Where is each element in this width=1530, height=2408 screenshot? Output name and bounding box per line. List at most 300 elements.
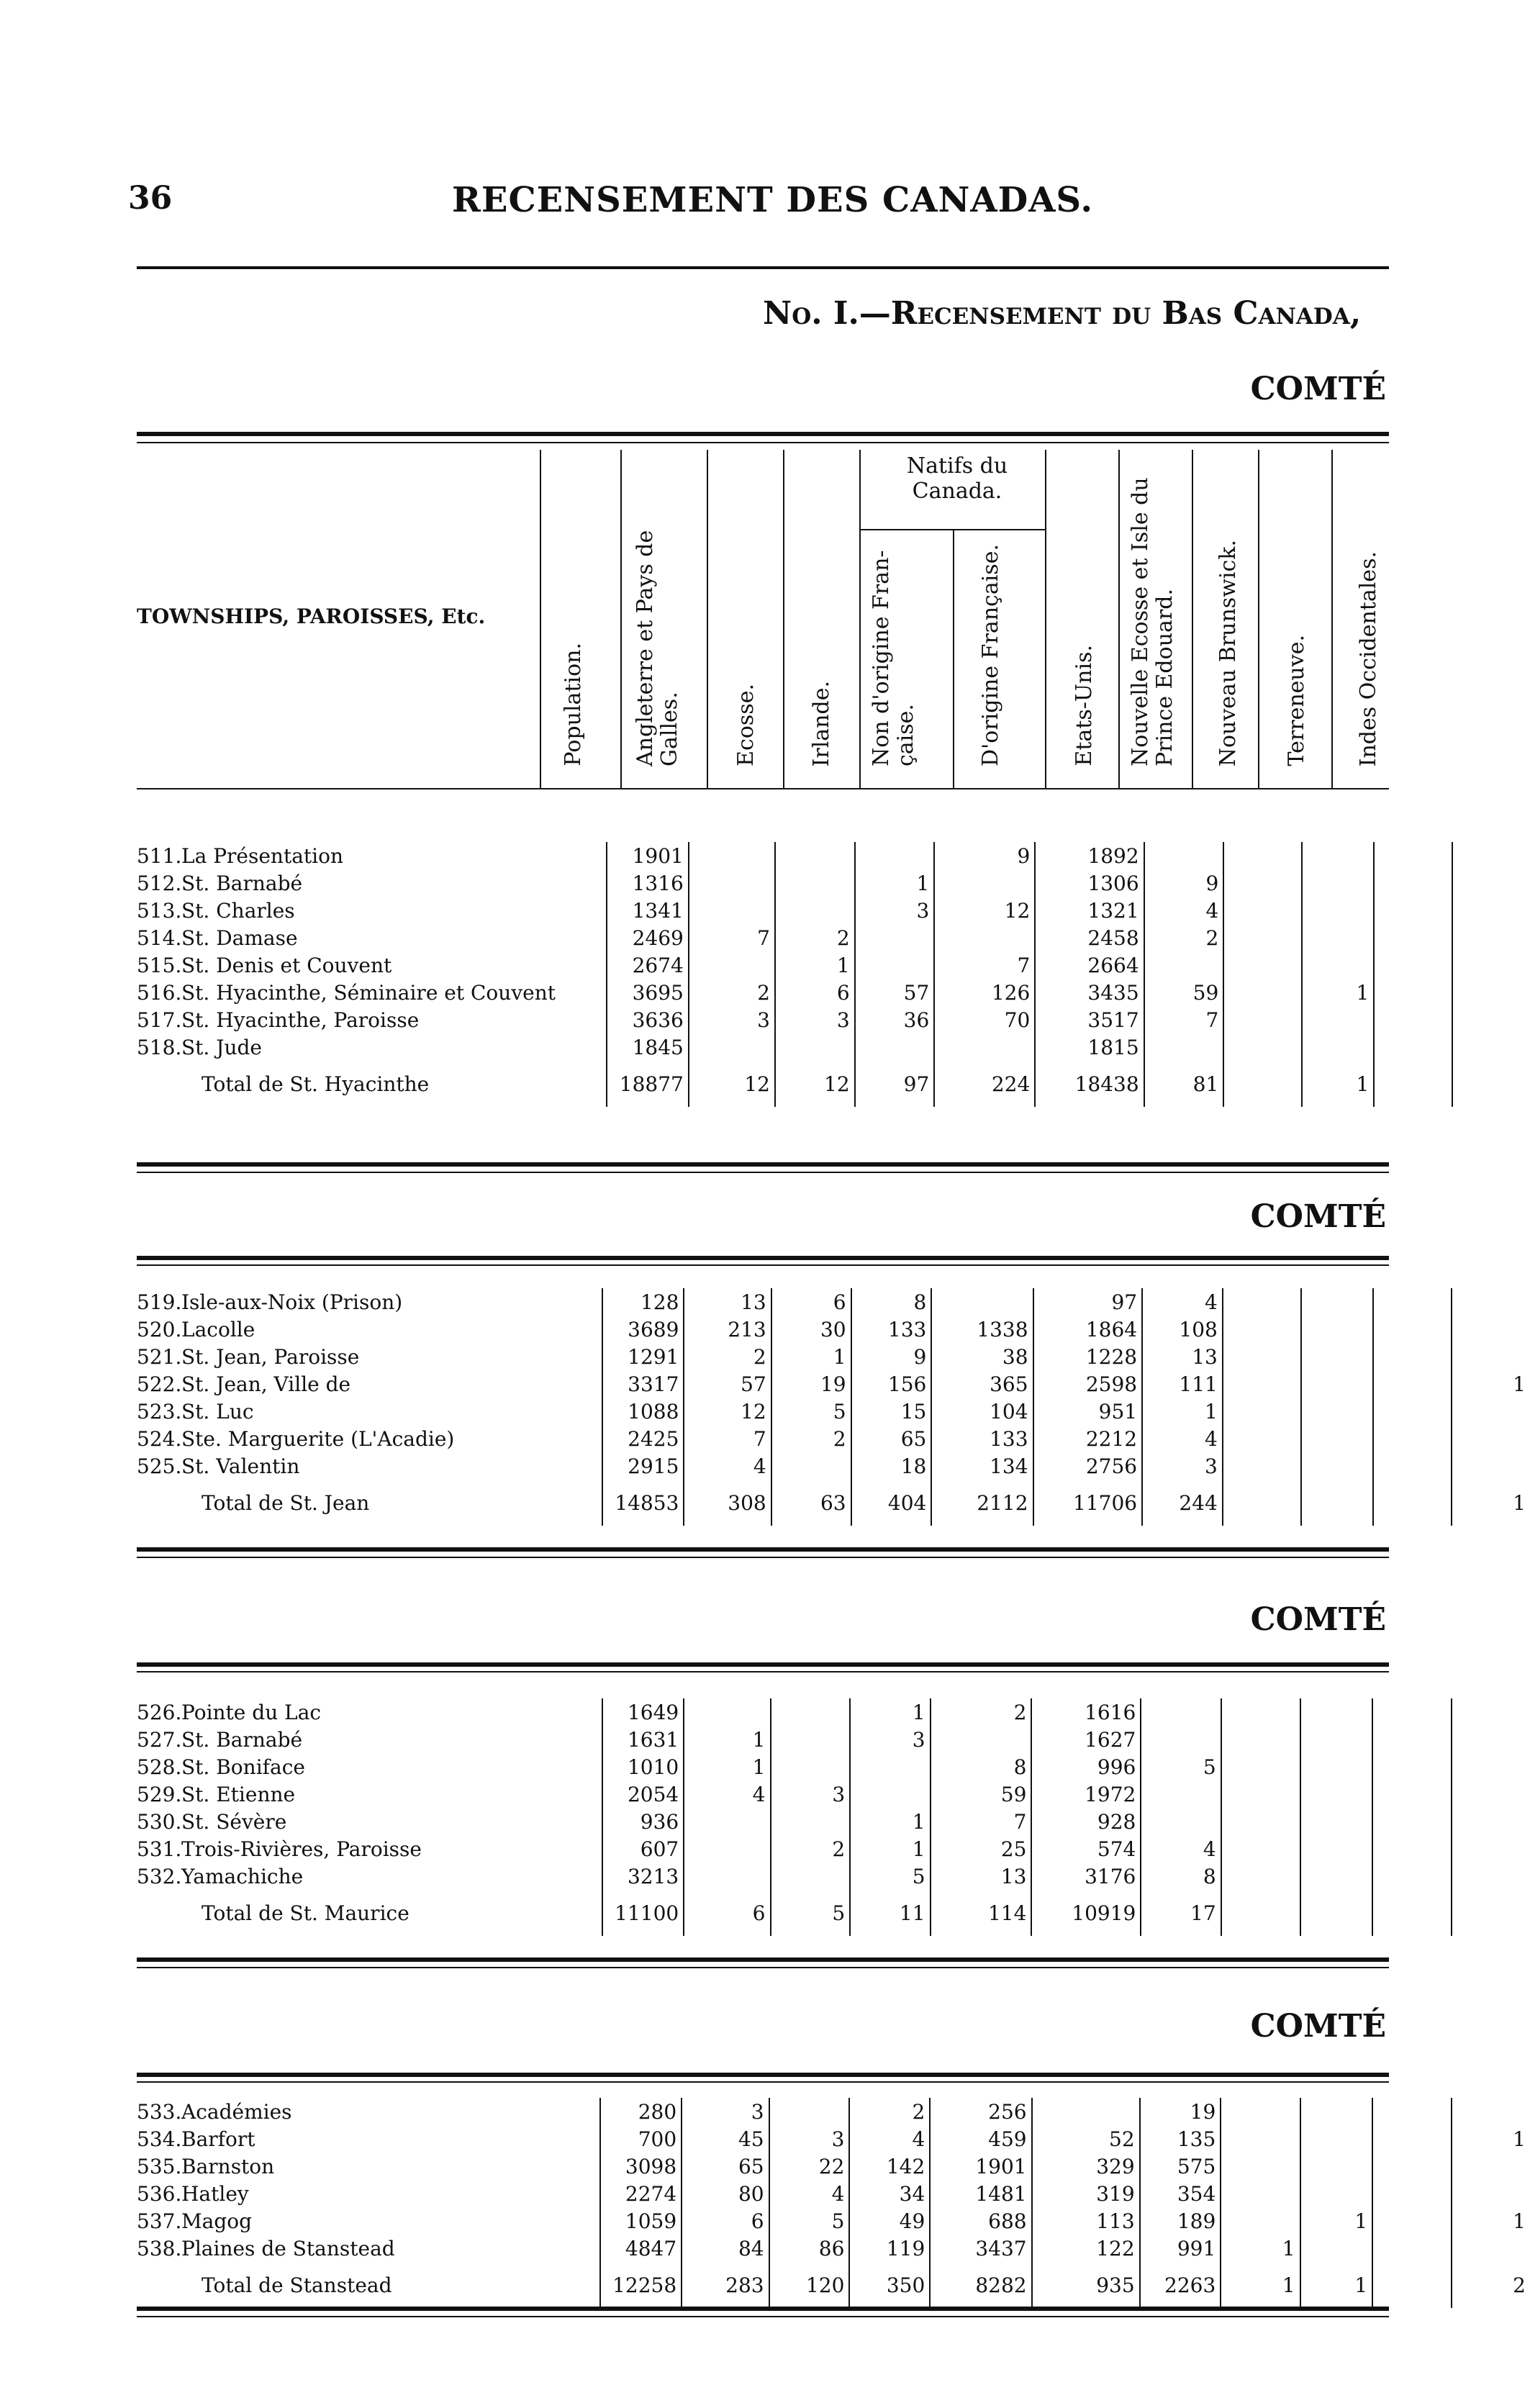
table-cell: 9 — [1144, 869, 1224, 897]
table-cell — [684, 1698, 770, 1726]
table-cell — [1223, 869, 1302, 897]
table-cell: 1901 — [930, 2153, 1031, 2180]
row-name: Lacolle — [181, 1317, 255, 1341]
table-cell: 3 — [775, 1006, 855, 1033]
table-cell — [1452, 897, 1530, 924]
table-cell — [931, 1726, 1032, 1753]
row-name: Académies — [181, 2099, 292, 2124]
section-st-jean — [137, 1288, 1530, 1526]
table-cell — [1300, 2180, 1373, 2207]
table-cell — [855, 842, 935, 869]
table-cell — [689, 951, 775, 979]
row-number: 532. — [137, 1864, 182, 1888]
table-cell: 3 — [855, 897, 935, 924]
table-cell — [1372, 1780, 1452, 1808]
total-cell: 8282 — [930, 2262, 1031, 2308]
table-row — [137, 1288, 1530, 1316]
table-cell — [850, 1753, 930, 1780]
table-cell: 3 — [769, 2125, 850, 2153]
table-cell: 1972 — [1031, 1780, 1141, 1808]
table-cell: 19 — [1140, 2098, 1221, 2125]
table-cell — [684, 1835, 770, 1862]
total-label: Total de St. Maurice — [202, 1901, 409, 1925]
row-number: 529. — [137, 1782, 182, 1806]
table-row — [137, 2235, 1530, 2262]
table-cell: 928 — [1031, 1808, 1141, 1835]
total-cell: 18438 — [1035, 1061, 1144, 1107]
table-cell — [1223, 951, 1302, 979]
table-cell: 189 — [1140, 2207, 1221, 2235]
row-label — [137, 1288, 602, 1316]
table-cell: 4 — [684, 1452, 771, 1480]
page-number: 36 — [128, 180, 173, 217]
total-row — [137, 1061, 1530, 1107]
table-cell: 22 — [769, 2153, 850, 2180]
row-number: 525. — [137, 1454, 182, 1478]
row-name: St. Jean, Ville de — [181, 1372, 351, 1396]
table-cell — [1301, 1425, 1373, 1452]
table-cell — [1300, 1780, 1372, 1808]
row-name: St. Boniface — [181, 1755, 305, 1779]
table-cell: 1 — [855, 869, 935, 897]
table-cell — [1221, 1835, 1300, 1862]
table-cell: 1 — [1452, 2125, 1530, 2153]
total-cell: 1 — [1302, 1061, 1374, 1107]
table-cell — [1300, 2098, 1373, 2125]
table-cell — [1302, 1033, 1374, 1061]
table-cell — [689, 1033, 775, 1061]
table-cell: 133 — [931, 1425, 1033, 1452]
table-cell: 8 — [1141, 1862, 1221, 1890]
table-cell — [1221, 1698, 1300, 1726]
row-label — [137, 869, 607, 897]
row-name: St. Charles — [181, 898, 295, 923]
row-number: 517. — [137, 1008, 182, 1032]
table-cell: 5 — [1141, 1753, 1221, 1780]
row-label — [137, 1726, 602, 1753]
table-cell — [1452, 2153, 1530, 2180]
table-cell — [1221, 2125, 1300, 2153]
table-cell — [1300, 1835, 1372, 1862]
table-cell — [1302, 924, 1374, 951]
table-cell: 8 — [851, 1288, 932, 1316]
table-cell: 1 — [850, 1698, 930, 1726]
table-cell — [775, 897, 855, 924]
table-cell — [1374, 1033, 1452, 1061]
table-cell: 1481 — [930, 2180, 1031, 2207]
table-cell — [1452, 1698, 1530, 1726]
table-row — [137, 1398, 1530, 1425]
row-name: La Présentation — [181, 843, 343, 868]
table-cell — [1223, 1288, 1301, 1316]
table-cell — [1452, 1780, 1530, 1808]
row-label — [137, 2235, 600, 2262]
table-cell: 3 — [771, 1780, 851, 1808]
table-cell: 34 — [849, 2180, 930, 2207]
table-row — [137, 1726, 1530, 1753]
total-cell: 2112 — [931, 1480, 1033, 1526]
table-cell: 2 — [1144, 924, 1224, 951]
table-cell — [771, 1452, 851, 1480]
table-cell: 65 — [851, 1425, 932, 1452]
table-cell — [1302, 1006, 1374, 1033]
table-cell — [934, 924, 1035, 951]
table-cell — [1221, 2153, 1300, 2180]
row-number: 524. — [137, 1426, 182, 1451]
table-cell — [1221, 2180, 1300, 2207]
table-cell: 18 — [851, 1452, 932, 1480]
table-cell: 2212 — [1033, 1425, 1143, 1452]
table-row — [137, 1370, 1530, 1398]
row-name: Pointe du Lac — [181, 1700, 322, 1724]
row-label — [137, 1452, 602, 1480]
row-label — [137, 2098, 600, 2125]
table-cell: 1 — [684, 1753, 770, 1780]
table-cell: 3213 — [602, 1862, 684, 1890]
table-cell — [1301, 1452, 1373, 1480]
table-cell: 86 — [769, 2235, 850, 2262]
table-cell: 3517 — [1035, 1006, 1144, 1033]
table-cell: 4 — [1144, 897, 1224, 924]
table-cell — [1144, 951, 1224, 979]
total-cell: 63 — [771, 1480, 851, 1526]
section-st-hyacinthe — [137, 842, 1530, 1107]
table-cell — [689, 842, 775, 869]
header-ecosse: Ecosse. — [733, 684, 759, 766]
table-cell — [1221, 2098, 1300, 2125]
table-cell: 3435 — [1035, 979, 1144, 1006]
table-cell: 2054 — [602, 1780, 684, 1808]
header-population: Population. — [561, 643, 586, 766]
table-row — [137, 1835, 1530, 1862]
total-cell: 12 — [689, 1061, 775, 1107]
table-cell — [1452, 2180, 1530, 2207]
table-cell: 1291 — [602, 1343, 684, 1370]
row-name: St. Damase — [181, 925, 298, 950]
section4-bottom-rule-thin — [137, 2316, 1389, 2317]
table-cell: 936 — [602, 1808, 684, 1835]
table-cell: 12 — [684, 1398, 771, 1425]
table-row — [137, 2125, 1530, 2153]
total-cell: 6 — [684, 1890, 770, 1936]
table-cell: 1815 — [1035, 1033, 1144, 1061]
table-cell — [1372, 1698, 1452, 1726]
table-cell: 4 — [1142, 1425, 1223, 1452]
table-cell — [689, 869, 775, 897]
total-cell: 11 — [850, 1890, 930, 1936]
table-cell — [1452, 924, 1530, 951]
table-cell: 7 — [684, 1425, 771, 1452]
table-cell: 4 — [1142, 1288, 1223, 1316]
table-cell: 7 — [931, 1808, 1032, 1835]
table-cell — [1372, 1862, 1452, 1890]
table-cell: 256 — [930, 2098, 1031, 2125]
table-cell — [771, 1862, 851, 1890]
table-cell — [1223, 897, 1302, 924]
row-number: 520. — [137, 1317, 182, 1341]
table-row — [137, 1425, 1530, 1452]
table-cell: 4 — [1141, 1835, 1221, 1862]
section4-top-rules — [137, 2073, 1389, 2083]
table-cell: 2674 — [607, 951, 688, 979]
table-cell: 1316 — [607, 869, 688, 897]
row-name: Magog — [181, 2209, 253, 2233]
row-number: 537. — [137, 2209, 182, 2233]
table-cell: 3695 — [607, 979, 688, 1006]
table-cell — [1223, 1398, 1301, 1425]
total-cell — [1223, 1480, 1301, 1526]
row-name: Yamachiche — [181, 1864, 304, 1888]
row-number: 531. — [137, 1837, 182, 1861]
table-cell: 354 — [1140, 2180, 1221, 2207]
table-cell: 1 — [684, 1726, 770, 1753]
table-row — [137, 951, 1530, 979]
table-cell: 6 — [771, 1288, 851, 1316]
table-cell: 280 — [600, 2098, 682, 2125]
row-name: St. Barnabé — [181, 871, 303, 895]
comte-label-3: COMTÉ — [1250, 1601, 1386, 1638]
header-rule-top-thin — [137, 442, 1389, 443]
table-cell — [1452, 1808, 1530, 1835]
row-label — [137, 2125, 600, 2153]
table-cell: 30 — [771, 1316, 851, 1343]
row-number: 533. — [137, 2099, 182, 2124]
row-label — [137, 1780, 602, 1808]
table-cell — [1301, 1316, 1373, 1343]
table-cell: 135 — [1140, 2125, 1221, 2153]
table-cell — [1141, 1726, 1221, 1753]
table-cell: 2756 — [1033, 1452, 1143, 1480]
table-cell — [1372, 2235, 1451, 2262]
table-cell — [1221, 2207, 1300, 2235]
table-cell: 2664 — [1035, 951, 1144, 979]
table-cell: 9 — [934, 842, 1035, 869]
table-cell: 1228 — [1033, 1343, 1143, 1370]
table-cell: 996 — [1031, 1753, 1141, 1780]
table-cell: 2458 — [1035, 924, 1144, 951]
table-cell: 1088 — [602, 1398, 684, 1425]
table-cell: 2 — [684, 1343, 771, 1370]
table-cell: 329 — [1032, 2153, 1140, 2180]
total-cell: 97 — [855, 1061, 935, 1107]
header-irlande: Irlande. — [809, 680, 834, 766]
table-row — [137, 2098, 1530, 2125]
table-cell — [1141, 1698, 1221, 1726]
table-cell: 104 — [931, 1398, 1033, 1425]
table-cell — [1141, 1808, 1221, 1835]
table-cell — [1373, 1316, 1452, 1343]
section3-top-rules — [137, 1662, 1389, 1673]
row-number: 535. — [137, 2154, 182, 2178]
table-row — [137, 1808, 1530, 1835]
table-cell: 607 — [602, 1835, 684, 1862]
table-cell: 213 — [684, 1316, 771, 1343]
total-cell: 12 — [775, 1061, 855, 1107]
row-number: 530. — [137, 1809, 182, 1834]
table-row — [137, 897, 1530, 924]
row-label — [137, 1343, 602, 1370]
table-cell: 70 — [934, 1006, 1035, 1033]
row-number: 534. — [137, 2127, 182, 2151]
row-label — [137, 1316, 602, 1343]
table-cell — [1372, 2125, 1451, 2153]
row-label — [137, 1425, 602, 1452]
table-cell: 991 — [1140, 2235, 1221, 2262]
table-cell: 319 — [1032, 2180, 1140, 2207]
header-rule-bottom — [137, 788, 1389, 789]
table-cell: 1631 — [602, 1726, 684, 1753]
table-cell — [1373, 1288, 1452, 1316]
table-cell: 1010 — [602, 1753, 684, 1780]
header-etats-unis: Etats-Unis. — [1072, 645, 1097, 766]
section-stanstead — [137, 2098, 1530, 2308]
table-cell — [1300, 2125, 1373, 2153]
row-number: 514. — [137, 925, 182, 950]
comte-label-4: COMTÉ — [1250, 2008, 1386, 2045]
row-name: St. Sévère — [181, 1809, 287, 1834]
table-cell: 688 — [930, 2207, 1031, 2235]
table-cell: 3317 — [602, 1370, 684, 1398]
total-cell: 2263 — [1140, 2262, 1221, 2308]
table-cell: 1 — [775, 951, 855, 979]
table-cell: 1892 — [1035, 842, 1144, 869]
table-row — [137, 1006, 1530, 1033]
table-cell: 36 — [855, 1006, 935, 1033]
table-cell — [1223, 1425, 1301, 1452]
row-number: 527. — [137, 1727, 182, 1752]
table-cell — [1300, 1862, 1372, 1890]
total-cell — [1221, 1890, 1300, 1936]
header-nouveau-brunswick: Nouveau Brunswick. — [1216, 539, 1241, 766]
row-name: Plaines de Stanstead — [181, 2236, 395, 2260]
row-label — [137, 924, 607, 951]
header-indes: Indes Occidentales. — [1356, 551, 1381, 766]
header-origine: D'origine Française. — [978, 543, 1003, 766]
table-cell: 1059 — [600, 2207, 682, 2235]
table-cell: 80 — [682, 2180, 769, 2207]
total-cell: 1 — [1452, 1480, 1530, 1526]
table-cell — [769, 2098, 850, 2125]
total-cell: 283 — [682, 2262, 769, 2308]
table-cell: 111 — [1142, 1370, 1223, 1398]
table-cell: 2 — [849, 2098, 930, 2125]
table-cell: 2 — [689, 979, 775, 1006]
comte-label-1: COMTÉ — [1250, 371, 1386, 407]
table-cell: 13 — [684, 1288, 771, 1316]
table-cell — [931, 1288, 1033, 1316]
row-name: St. Luc — [181, 1399, 254, 1423]
table-cell — [1221, 1808, 1300, 1835]
table-cell: 84 — [682, 2235, 769, 2262]
total-cell: 935 — [1032, 2262, 1140, 2308]
table-cell: 113 — [1032, 2207, 1140, 2235]
table-cell: 4 — [849, 2125, 930, 2153]
table-cell: 2915 — [602, 1452, 684, 1480]
header-rule-top — [137, 432, 1389, 436]
table-cell: 133 — [851, 1316, 932, 1343]
table-cell: 1306 — [1035, 869, 1144, 897]
table-cell: 126 — [934, 979, 1035, 1006]
table-cell: 2 — [931, 1698, 1032, 1726]
table-cell — [1300, 1753, 1372, 1780]
row-number: 528. — [137, 1755, 182, 1779]
table-cell: 365 — [931, 1370, 1033, 1398]
table-cell: 6 — [775, 979, 855, 1006]
total-cell: 2 — [1452, 2262, 1530, 2308]
table-row — [137, 1316, 1530, 1343]
table-cell: 3176 — [1031, 1862, 1141, 1890]
header-nouvelle-ecosse: Nouvelle Ecosse et Isle du Prince Edouard. — [1128, 477, 1177, 766]
table-cell: 574 — [1031, 1835, 1141, 1862]
table-cell: 2 — [771, 1835, 851, 1862]
table-cell: 156 — [851, 1370, 932, 1398]
row-number: 522. — [137, 1372, 182, 1396]
table-cell — [1372, 1726, 1452, 1753]
table-cell — [1452, 1343, 1530, 1370]
table-cell: 6 — [682, 2207, 769, 2235]
table-cell: 57 — [855, 979, 935, 1006]
section2-top-rules — [137, 1256, 1389, 1266]
table-cell — [1373, 1398, 1452, 1425]
table-cell: 128 — [602, 1288, 684, 1316]
table-cell — [1452, 842, 1530, 869]
table-cell — [1223, 1370, 1301, 1398]
table-cell — [689, 897, 775, 924]
table-cell: 2469 — [607, 924, 688, 951]
table-cell — [1452, 1288, 1530, 1316]
table-cell — [771, 1698, 851, 1726]
table-cell — [1221, 1726, 1300, 1753]
row-name: Isle-aux-Noix (Prison) — [181, 1290, 403, 1314]
total-cell: 18877 — [607, 1061, 688, 1107]
table-cell: 52 — [1032, 2125, 1140, 2153]
total-cell: 81 — [1144, 1061, 1224, 1107]
table-cell: 7 — [1144, 1006, 1224, 1033]
table-cell — [1374, 1006, 1452, 1033]
table-cell — [855, 924, 935, 951]
row-label — [137, 2153, 600, 2180]
row-number: 526. — [137, 1700, 182, 1724]
row-number: 513. — [137, 898, 182, 923]
table-cell: 57 — [684, 1370, 771, 1398]
row-label — [137, 1698, 602, 1726]
table-row — [137, 979, 1530, 1006]
table-cell: 1 — [1302, 979, 1374, 1006]
table-cell — [1372, 1808, 1452, 1835]
table-cell: 1341 — [607, 897, 688, 924]
row-name: St. Hyacinthe, Séminaire et Couvent — [181, 980, 556, 1005]
table-cell: 15 — [851, 1398, 932, 1425]
section3-bottom-rule — [137, 1957, 1389, 1962]
table-cell: 3689 — [602, 1316, 684, 1343]
table-cell — [1452, 1753, 1530, 1780]
row-name: St. Etienne — [181, 1782, 296, 1806]
total-cell: 11706 — [1033, 1480, 1143, 1526]
table-cell — [775, 842, 855, 869]
table-cell: 59 — [1144, 979, 1224, 1006]
table-cell: 5 — [850, 1862, 930, 1890]
table-cell: 108 — [1142, 1316, 1223, 1343]
row-number: 536. — [137, 2181, 182, 2206]
row-number: 512. — [137, 871, 182, 895]
table-cell — [1300, 2235, 1373, 2262]
table-cell — [1302, 951, 1374, 979]
row-number: 519. — [137, 1290, 182, 1314]
table-row — [137, 2207, 1530, 2235]
row-name: St. Denis et Couvent — [181, 953, 392, 977]
table-cell: 1 — [1452, 1370, 1530, 1398]
row-name: St. Hyacinthe, Paroisse — [181, 1008, 420, 1032]
